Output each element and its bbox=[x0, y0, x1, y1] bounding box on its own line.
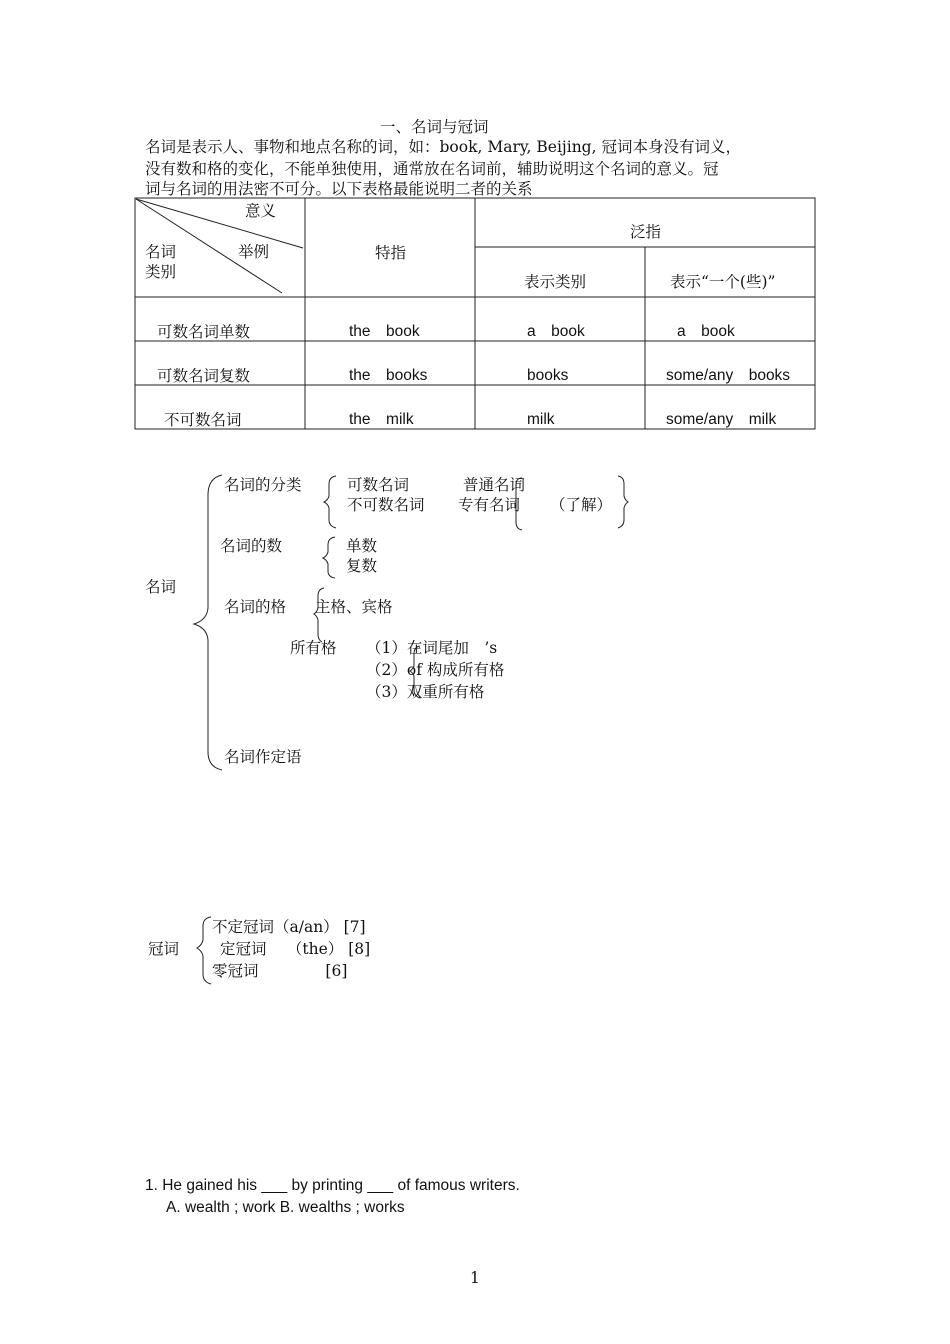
table-row-2-specific: the books bbox=[349, 367, 428, 384]
noun-case-subj-obj: 主格、宾格 bbox=[315, 598, 393, 616]
table-row-2-label: 可数名词复数 bbox=[157, 367, 251, 385]
noun-proper: 专有名词 bbox=[458, 496, 521, 514]
noun-number-label: 名词的数 bbox=[220, 537, 283, 555]
table-row-1-specific: the book bbox=[349, 323, 420, 340]
table-corner-left-2: 类别 bbox=[145, 263, 177, 281]
noun-proper-note: （了解） bbox=[550, 496, 613, 514]
table-row-3-specific: the milk bbox=[349, 411, 414, 428]
table-row-3-one: some/any milk bbox=[666, 411, 777, 428]
table-corner-left-1: 名词 bbox=[145, 243, 177, 261]
noun-tree-root: 名词 bbox=[145, 578, 177, 596]
article-tree-root: 冠词 bbox=[148, 940, 180, 958]
noun-countable: 可数名词 bbox=[347, 476, 410, 494]
table-row-1-label: 可数名词单数 bbox=[157, 323, 251, 341]
table-corner-middle: 举例 bbox=[238, 243, 270, 261]
table-row-1-category: a book bbox=[527, 323, 585, 340]
noun-singular: 单数 bbox=[346, 537, 378, 555]
possessive-item-1: （1）在词尾加 ’s bbox=[366, 639, 498, 657]
intro-line-1: 名词是表示人、事物和地点名称的词，如：book, Mary, Beijing, 冠词本身没有词义， bbox=[145, 138, 741, 156]
table-row-3-label: 不可数名词 bbox=[164, 411, 242, 429]
article-indefinite: 不定冠词（a/an） [7] bbox=[212, 918, 366, 936]
table-corner-top: 意义 bbox=[245, 202, 277, 220]
intro-line-3: 词与名词的用法密不可分。以下表格最能说明二者的关系 bbox=[145, 180, 533, 198]
page-number: 1 bbox=[470, 1269, 480, 1287]
table-subheader-category: 表示类别 bbox=[524, 273, 587, 291]
table-header-specific: 特指 bbox=[375, 244, 407, 262]
table-row-1-one: a book bbox=[677, 323, 735, 340]
noun-classification-label: 名词的分类 bbox=[224, 476, 302, 494]
article-zero: 零冠词 [6] bbox=[212, 962, 348, 980]
article-definite: 定冠词 （the） [8] bbox=[220, 940, 371, 958]
noun-case-possessive: 所有格 bbox=[290, 639, 337, 657]
noun-attributive: 名词作定语 bbox=[224, 748, 302, 766]
section-heading: 一、名词与冠词 bbox=[380, 118, 489, 136]
intro-line-2: 没有数和格的变化，不能单独使用，通常放在名词前，辅助说明这个名词的意义。冠 bbox=[145, 160, 719, 178]
table-subheader-one: 表示“一个(些)” bbox=[670, 273, 776, 291]
question-stem: 1. He gained his ___ by printing ___ of famous writers. bbox=[145, 1177, 520, 1194]
possessive-item-3: （3）双重所有格 bbox=[366, 683, 485, 701]
question-options: A. wealth ; work B. wealths ; works bbox=[166, 1199, 405, 1216]
noun-common: 普通名词 bbox=[463, 476, 526, 494]
noun-uncountable: 不可数名词 bbox=[347, 496, 425, 514]
noun-plural: 复数 bbox=[346, 557, 378, 575]
table-row-3-category: milk bbox=[527, 411, 555, 428]
table-row-2-category: books bbox=[527, 367, 569, 384]
possessive-item-2: （2）of 构成所有格 bbox=[366, 661, 505, 679]
table-row-2-one: some/any books bbox=[666, 367, 791, 384]
noun-case-label: 名词的格 bbox=[224, 598, 287, 616]
table-header-generic: 泛指 bbox=[630, 223, 662, 241]
